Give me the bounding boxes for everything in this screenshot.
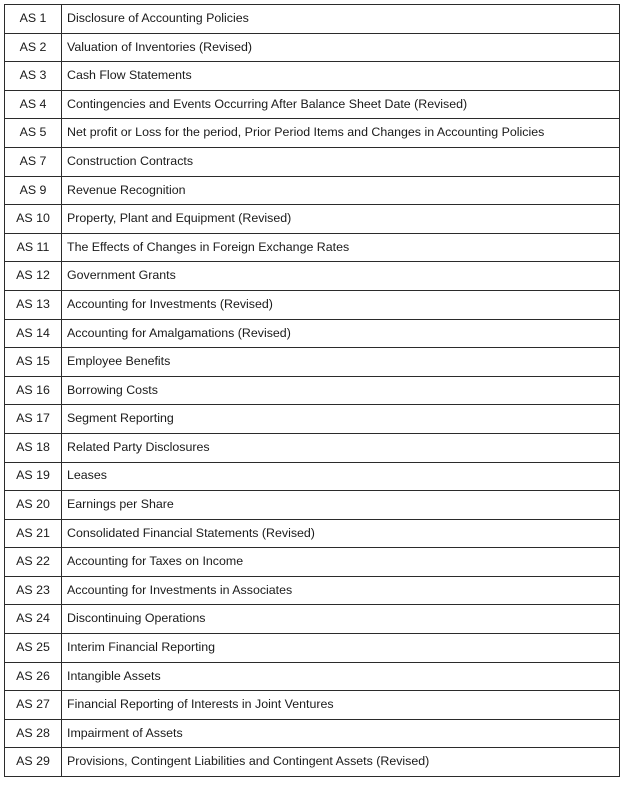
standard-code: AS 25 [5, 634, 62, 663]
standard-row [5, 662, 620, 691]
standard-code: AS 27 [5, 691, 62, 720]
standard-title: Provisions, Contingent Liabilities and Contingent Assets (Revised) [62, 748, 620, 777]
standard-title: Government Grants [62, 262, 620, 291]
standard-row [5, 319, 620, 348]
standard-row [5, 5, 620, 34]
standard-title: Leases [62, 462, 620, 491]
standard-code: AS 5 [5, 119, 62, 148]
standard-title: Property, Plant and Equipment (Revised) [62, 205, 620, 234]
standard-code: AS 15 [5, 348, 62, 377]
standard-title: Earnings per Share [62, 491, 620, 520]
standard-row [5, 576, 620, 605]
standard-code: AS 18 [5, 433, 62, 462]
standard-row [5, 634, 620, 663]
standard-title: Accounting for Amalgamations (Revised) [62, 319, 620, 348]
standard-title: Accounting for Taxes on Income [62, 548, 620, 577]
standard-row [5, 605, 620, 634]
standard-row [5, 548, 620, 577]
standard-code: AS 28 [5, 719, 62, 748]
standard-row [5, 433, 620, 462]
standard-code: AS 23 [5, 576, 62, 605]
standard-title: Cash Flow Statements [62, 62, 620, 91]
standard-code: AS 12 [5, 262, 62, 291]
standard-code: AS 4 [5, 90, 62, 119]
standard-title: Contingencies and Events Occurring After Balance Sheet Date (Revised) [62, 90, 620, 119]
standard-title: Borrowing Costs [62, 376, 620, 405]
standard-title: Intangible Assets [62, 662, 620, 691]
standard-code: AS 2 [5, 33, 62, 62]
standard-row [5, 519, 620, 548]
standard-title: Disclosure of Accounting Policies [62, 5, 620, 34]
standard-row [5, 462, 620, 491]
standard-row [5, 491, 620, 520]
standard-row [5, 290, 620, 319]
standard-row [5, 748, 620, 777]
standard-code: AS 21 [5, 519, 62, 548]
standard-title: Construction Contracts [62, 147, 620, 176]
standard-code: AS 17 [5, 405, 62, 434]
standard-title: Consolidated Financial Statements (Revised) [62, 519, 620, 548]
accounting-standards-table [4, 4, 620, 777]
standard-title: Financial Reporting of Interests in Joint Ventures [62, 691, 620, 720]
standard-title: Net profit or Loss for the period, Prior Period Items and Changes in Accounting Policies [62, 119, 620, 148]
standard-row [5, 62, 620, 91]
standard-title: Employee Benefits [62, 348, 620, 377]
standard-title: Revenue Recognition [62, 176, 620, 205]
standard-code: AS 7 [5, 147, 62, 176]
standard-row [5, 719, 620, 748]
standard-code: AS 20 [5, 491, 62, 520]
standard-code: AS 10 [5, 205, 62, 234]
standard-code: AS 16 [5, 376, 62, 405]
standard-code: AS 29 [5, 748, 62, 777]
standard-code: AS 24 [5, 605, 62, 634]
standard-title: Accounting for Investments in Associates [62, 576, 620, 605]
standard-title: Impairment of Assets [62, 719, 620, 748]
standard-row [5, 90, 620, 119]
standard-row [5, 376, 620, 405]
standard-row [5, 691, 620, 720]
accounting-standards-table-body [5, 5, 620, 777]
standard-row [5, 348, 620, 377]
standard-code: AS 22 [5, 548, 62, 577]
standard-code: AS 19 [5, 462, 62, 491]
standard-code: AS 1 [5, 5, 62, 34]
standard-row [5, 33, 620, 62]
standard-title: Valuation of Inventories (Revised) [62, 33, 620, 62]
standard-row [5, 119, 620, 148]
standard-code: AS 26 [5, 662, 62, 691]
standard-code: AS 14 [5, 319, 62, 348]
standard-row [5, 262, 620, 291]
standard-code: AS 9 [5, 176, 62, 205]
standard-title: Segment Reporting [62, 405, 620, 434]
standard-row [5, 147, 620, 176]
standard-title: Related Party Disclosures [62, 433, 620, 462]
standard-title: Interim Financial Reporting [62, 634, 620, 663]
standard-row [5, 405, 620, 434]
standard-row [5, 205, 620, 234]
standard-title: The Effects of Changes in Foreign Exchange Rates [62, 233, 620, 262]
standard-code: AS 11 [5, 233, 62, 262]
standard-row [5, 176, 620, 205]
standard-row [5, 233, 620, 262]
standard-title: Discontinuing Operations [62, 605, 620, 634]
standard-code: AS 3 [5, 62, 62, 91]
standard-title: Accounting for Investments (Revised) [62, 290, 620, 319]
standard-code: AS 13 [5, 290, 62, 319]
